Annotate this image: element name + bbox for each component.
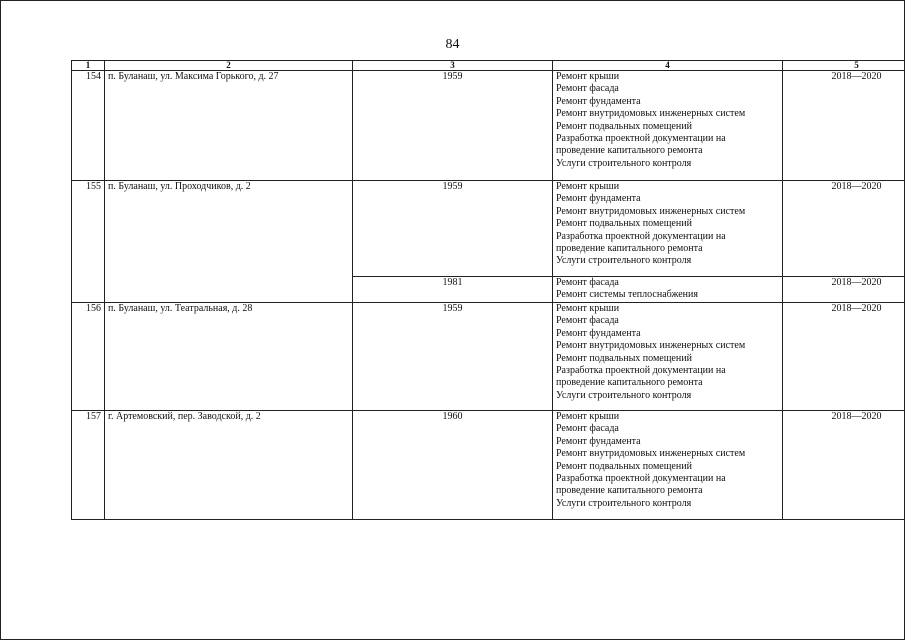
row-number: 156 [72,303,105,411]
row-works [553,303,783,411]
header-col-4: 4 [553,61,783,71]
row-year: 1959 [353,181,553,277]
row-year: 1960 [353,411,553,520]
row-year: 1981 [353,277,553,303]
works-list: Ремонт крыши Ремонт фасада Ремонт фундамента Ремонт внутридомовых инженерных систем Ремонт подвальных помещений Разработка проектной документации на проведение капитального ремонта Услуги строительного контроля [556,303,746,401]
row-period: 2018—2020 [783,71,905,181]
header-col-2: 2 [105,61,353,71]
header-col-1: 1 [72,61,105,71]
table-row [72,411,905,520]
row-number: 154 [72,71,105,181]
row-works [553,71,783,181]
row-address: п. Буланаш, ул. Проходчиков, д. 2 [105,181,353,303]
row-period: 2018—2020 [783,303,905,411]
row-year: 1959 [353,303,553,411]
row-address: п. Буланаш, ул. Максима Горького, д. 27 [105,71,353,181]
works-list: Ремонт крыши Ремонт фасада Ремонт фундамента Ремонт внутридомовых инженерных систем Ремонт подвальных помещений Разработка проектной документации на проведение капитального ремонта Услуги строительного контроля [556,71,746,169]
table-row [72,71,905,181]
header-col-3: 3 [353,61,553,71]
row-number: 157 [72,411,105,520]
header-col-5: 5 [783,61,905,71]
table-header [72,61,905,71]
row-year: 1959 [353,71,553,181]
row-period: 2018—2020 [783,181,905,277]
page-number: 84 [445,37,460,52]
row-number: 155 [72,181,105,303]
table-body [72,71,905,520]
works-list: Ремонт крыши Ремонт фундамента Ремонт внутридомовых инженерных систем Ремонт подвальных помещений Разработка проектной документации на проведение капитального ремонта Услуги строительного контроля [556,181,746,267]
row-period: 2018—2020 [783,411,905,520]
row-works [553,411,783,520]
row-address: п. Буланаш, ул. Театральная, д. 28 [105,303,353,411]
row-address: г. Артемовский, пер. Заводской, д. 2 [105,411,353,520]
row-works [553,277,783,303]
header-row [72,61,905,71]
row-works [553,181,783,277]
works-list: Ремонт фасада Ремонт системы теплоснабжения [556,277,698,301]
table-row [72,303,905,411]
works-list: Ремонт крыши Ремонт фасада Ремонт фундамента Ремонт внутридомовых инженерных систем Ремонт подвальных помещений Разработка проектной документации на проведение капитального ремонта Услуги строительного контроля [556,411,746,509]
repair-schedule-table [71,60,905,520]
row-period: 2018—2020 [783,277,905,303]
table-row [72,181,905,277]
